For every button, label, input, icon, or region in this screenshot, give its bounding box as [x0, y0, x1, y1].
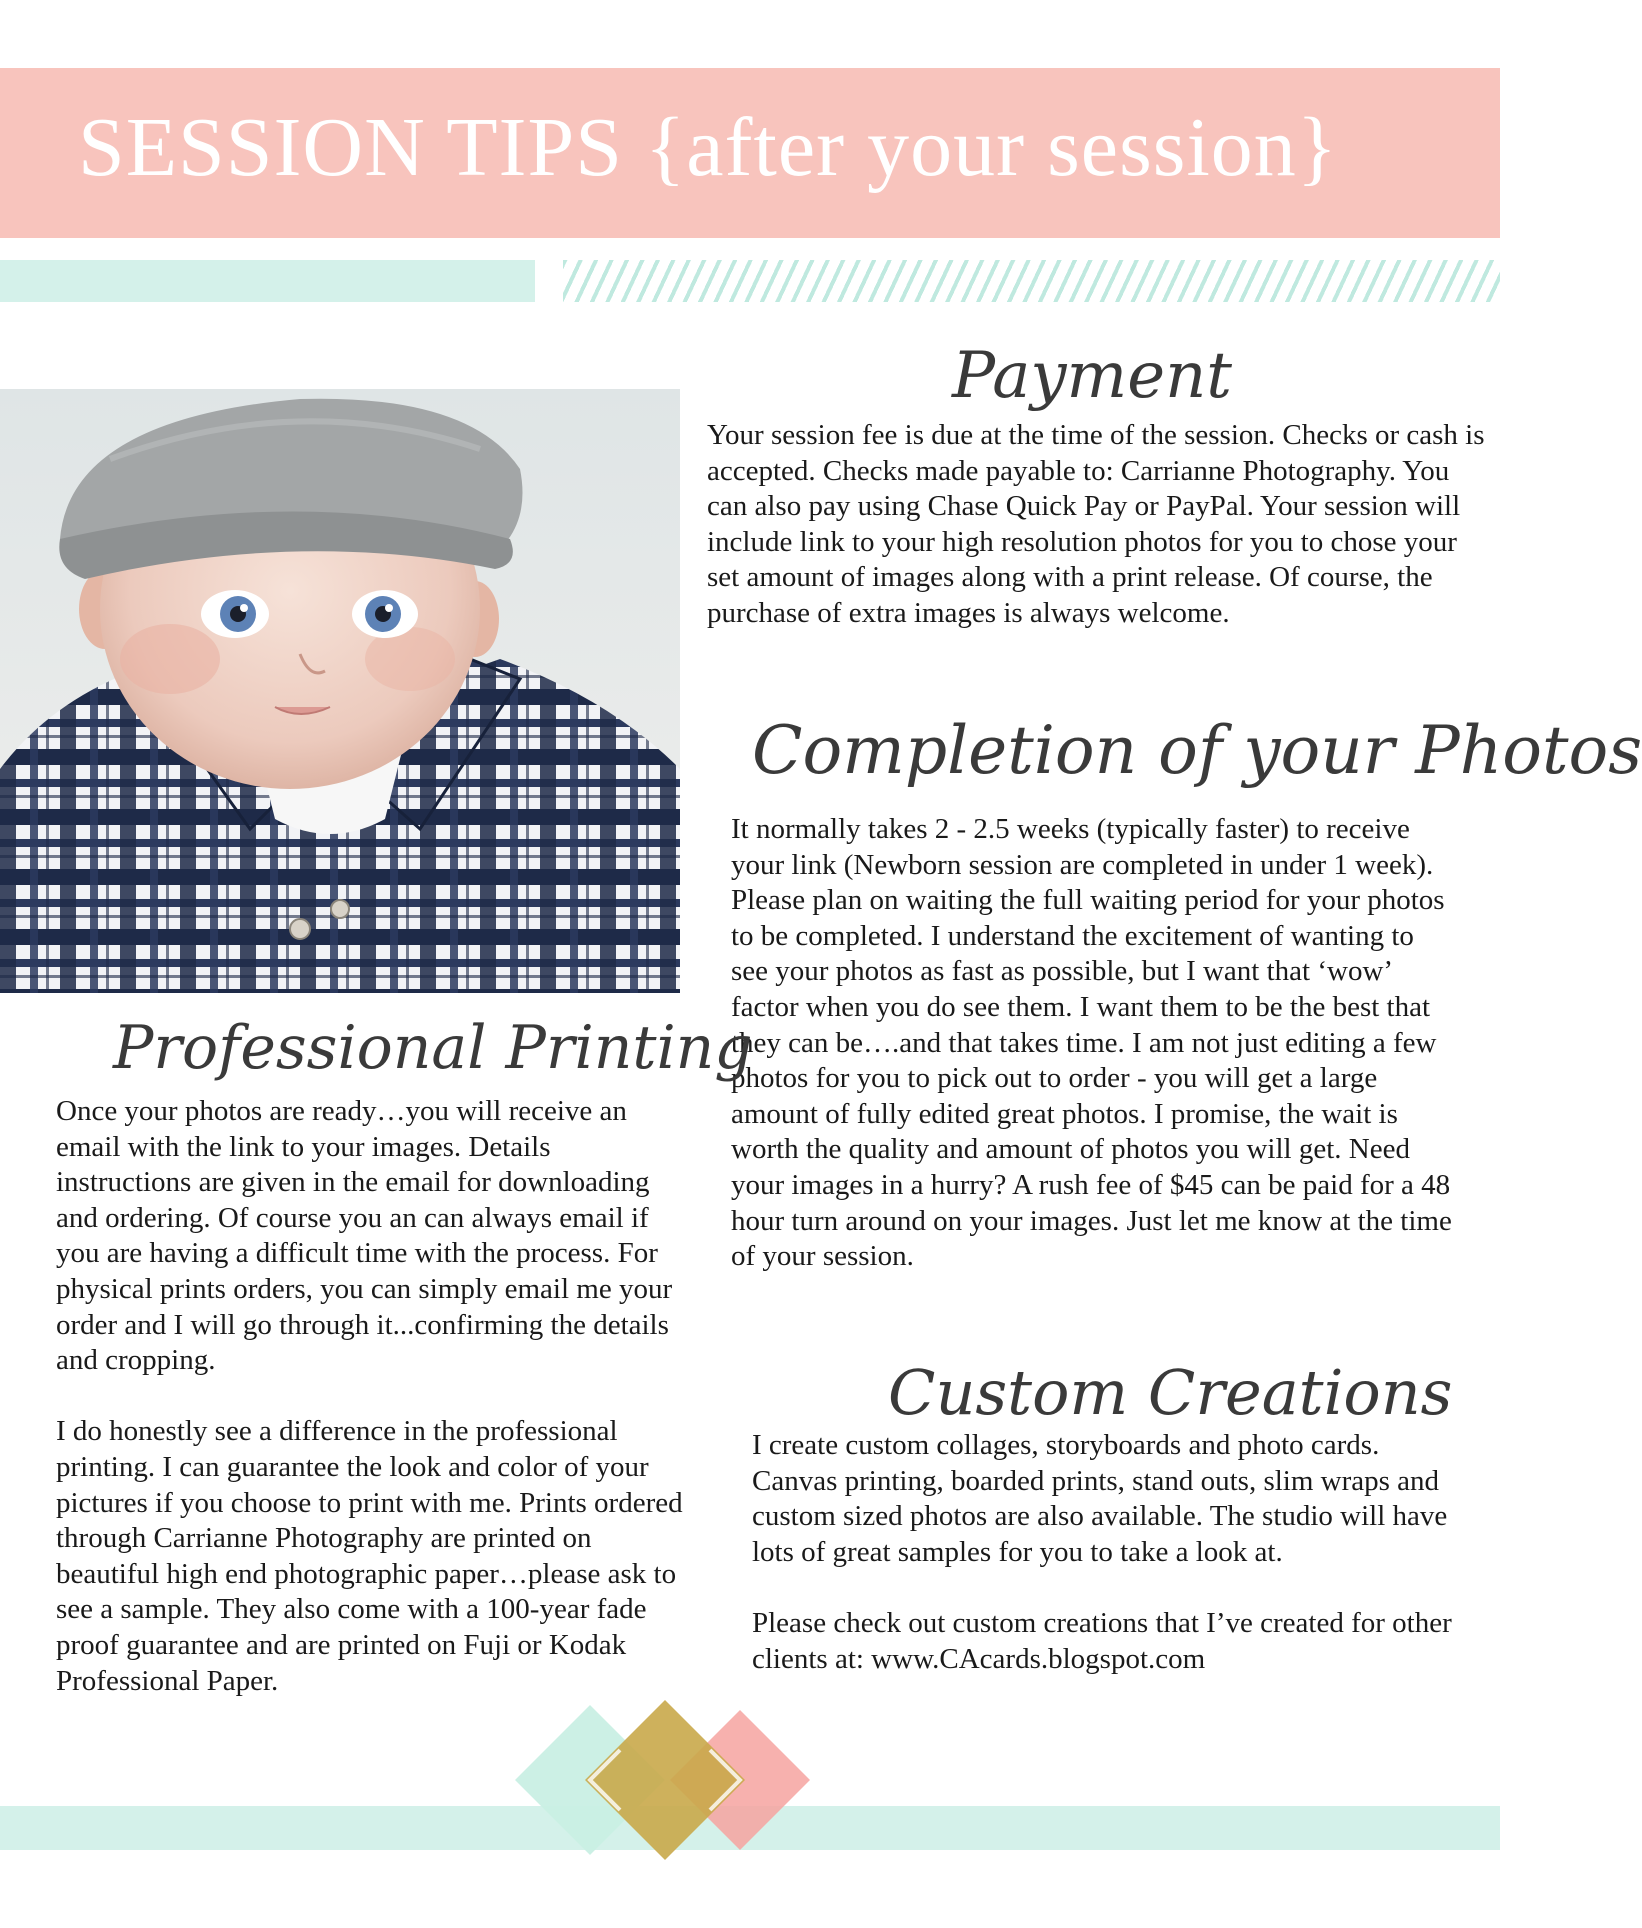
custom-heading: Custom Creations — [888, 1356, 1453, 1429]
payment-paragraph: Your session fee is due at the time of the session. Checks or cash is accepted. Checks made payable to: Carrianne Photography. You can also pay using Chase Quick Pay or PayPal. Your session will include link to your high resolution photos for you to chose your set amount of images along with a print release. Of course, the purchase of extra images is always welcome. — [707, 419, 1485, 629]
hatched-divider — [563, 260, 1500, 302]
printing-paragraph-2: I do honestly see a difference in the professional printing. I can guarantee the look and color of your pictures if you choose to print with me. Prints ordered through Carrianne Photography are printed on beautiful high end photographic paper…please ask to see a sample. They also come with a 100-year fade proof guarantee and are printed on Fuji or Kodak Professional Paper. — [56, 1415, 683, 1697]
completion-text — [731, 812, 1456, 1275]
paragraph-spacer — [56, 1379, 688, 1415]
decorative-diamonds — [520, 1700, 810, 1860]
baby-photo — [0, 389, 680, 993]
payment-text — [707, 418, 1489, 632]
completion-heading: Completion of your Photos — [752, 712, 1642, 789]
mint-divider-bar — [0, 260, 535, 302]
custom-paragraph-1: I create custom collages, storyboards and photo cards. Canvas printing, boarded prints, stand outs, slim wraps and custom sized photos are also available. The studio will have lots of great samples for you to take a look at. — [752, 1429, 1448, 1568]
printing-text — [56, 1094, 688, 1699]
baby-photo-illustration — [0, 389, 680, 993]
page-title: SESSION TIPS {after your session} — [78, 101, 1339, 194]
printing-paragraph-1: Once your photos are ready…you will receive an email with the link to your images. Details instructions are given in the email for downloading and ordering. Of course you an can always email if you are having a difficult time with the process. For physical prints orders, you can simply email me your order and I will go through it...confirming the details and cropping. — [56, 1095, 673, 1377]
paragraph-spacer — [752, 1570, 1457, 1606]
completion-paragraph: It normally takes 2 - 2.5 weeks (typically faster) to receive your link (Newborn session are completed in under 1 week). Please plan on waiting the full waiting period for your photos to be completed. I understand the excitement of wanting to see your photos as fast as possible, but I want that ‘wow’ factor when you do see them. I want them to be the best that they can be….and that takes time. I am not just editing a few photos for you to pick out to order - you will get a large amount of fully edited great photos. I promise, the wait is worth the quality and amount of photos you will get. Need your images in a hurry? A rush fee of $45 can be paid for a 48 hour turn around on your images. Just let me know at the time of your session. — [731, 813, 1452, 1273]
printing-heading: Professional Printing — [113, 1013, 753, 1083]
custom-paragraph-2: Please check out custom creations that I’ve created for other clients at: www.CAcards.blogspot.com — [752, 1606, 1452, 1675]
payment-heading: Payment — [952, 339, 1232, 413]
custom-text — [752, 1428, 1457, 1677]
